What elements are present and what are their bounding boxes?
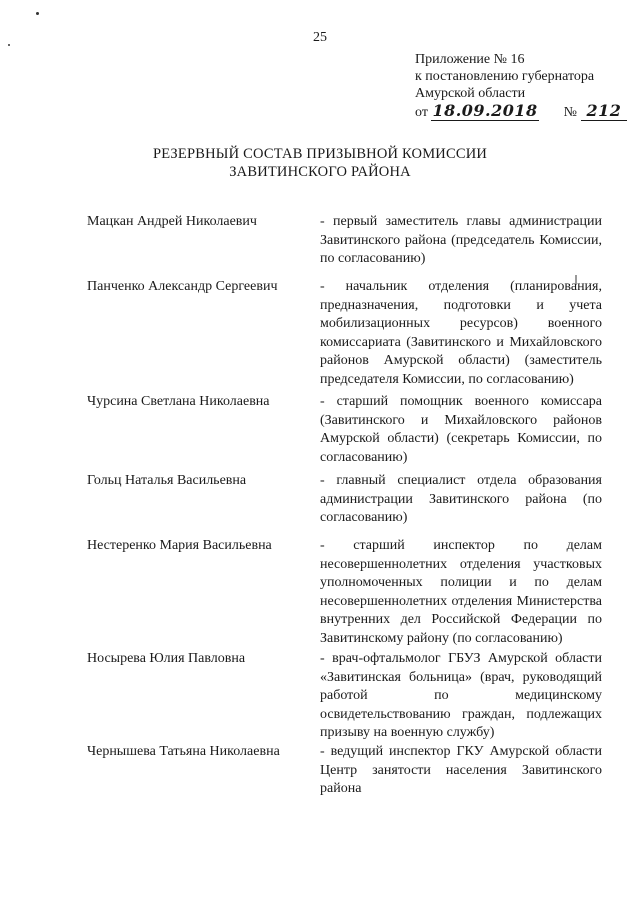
appendix-resolution: к постановлению губернатора bbox=[415, 69, 595, 84]
page-number: 25 bbox=[313, 30, 327, 45]
member-name: Нестеренко Мария Васильевна bbox=[87, 538, 272, 553]
member-name: Гольц Наталья Васильевна bbox=[87, 473, 247, 488]
appendix-block bbox=[415, 51, 622, 121]
appendix-region: Амурской области bbox=[415, 86, 526, 101]
handwritten-number: 212 bbox=[581, 101, 628, 121]
member-name: Мацкан Андрей Николаевич bbox=[87, 214, 257, 229]
appendix-number: Приложение № 16 bbox=[415, 52, 525, 67]
member-name: Панченко Александр Сергеевич bbox=[87, 279, 278, 294]
member-name: Чернышева Татьяна Николаевна bbox=[87, 744, 280, 759]
member-role: - начальник отделения (планирования, предназначения, подготовки и учета мобилизационных ресурсов) военного комиссариата (Завитинского и Михайловского районов Амурской области) (заместитель председателя Комиссии, по согласованию) bbox=[320, 279, 602, 387]
member-role: - старший инспектор по делам несовершеннолетних отделения участковых уполномоченных полиции и по делам несовершеннолетних отделения Министерства внутренних дел Российской Федерации по Завитинскому району (по согласованию) bbox=[320, 538, 602, 646]
member-role: - первый заместитель главы администрации Завитинского района (председатель Комиссии, по согласованию) bbox=[320, 214, 602, 266]
title-line-2: ЗАВИТИНСКОГО РАЙОНА bbox=[229, 164, 411, 180]
number-prefix: № bbox=[563, 105, 577, 120]
member-role: - главный специалист отдела образования администрации Завитинского района (по согласованию) bbox=[320, 473, 602, 525]
scan-speck bbox=[36, 12, 39, 15]
title-line-1: РЕЗЕРВНЫЙ СОСТАВ ПРИЗЫВНОЙ КОМИССИИ bbox=[152, 146, 488, 162]
appendix-date-line bbox=[415, 101, 622, 121]
document-title bbox=[0, 145, 640, 181]
handwritten-date: 18.09.2018 bbox=[432, 101, 538, 120]
member-name: Носырева Юлия Павловна bbox=[87, 651, 246, 666]
member-role: - старший помощник военного комиссара (Завитинского и Михайловского районов Амурской области) (секретарь Комиссии, по согласованию) bbox=[320, 394, 602, 465]
member-role: - врач-офтальмолог ГБУЗ Амурской области «Завитинская больница» (врач, руководящий работой по медицинскому освидетельствованию граждан, подлежащих призыву на военную службу) bbox=[320, 651, 602, 740]
member-name: Чурсина Светлана Николаевна bbox=[87, 394, 270, 409]
member-role: - ведущий инспектор ГКУ Амурской области Центр занятости населения Завитинского района bbox=[320, 744, 602, 796]
date-prefix: от bbox=[415, 105, 428, 120]
